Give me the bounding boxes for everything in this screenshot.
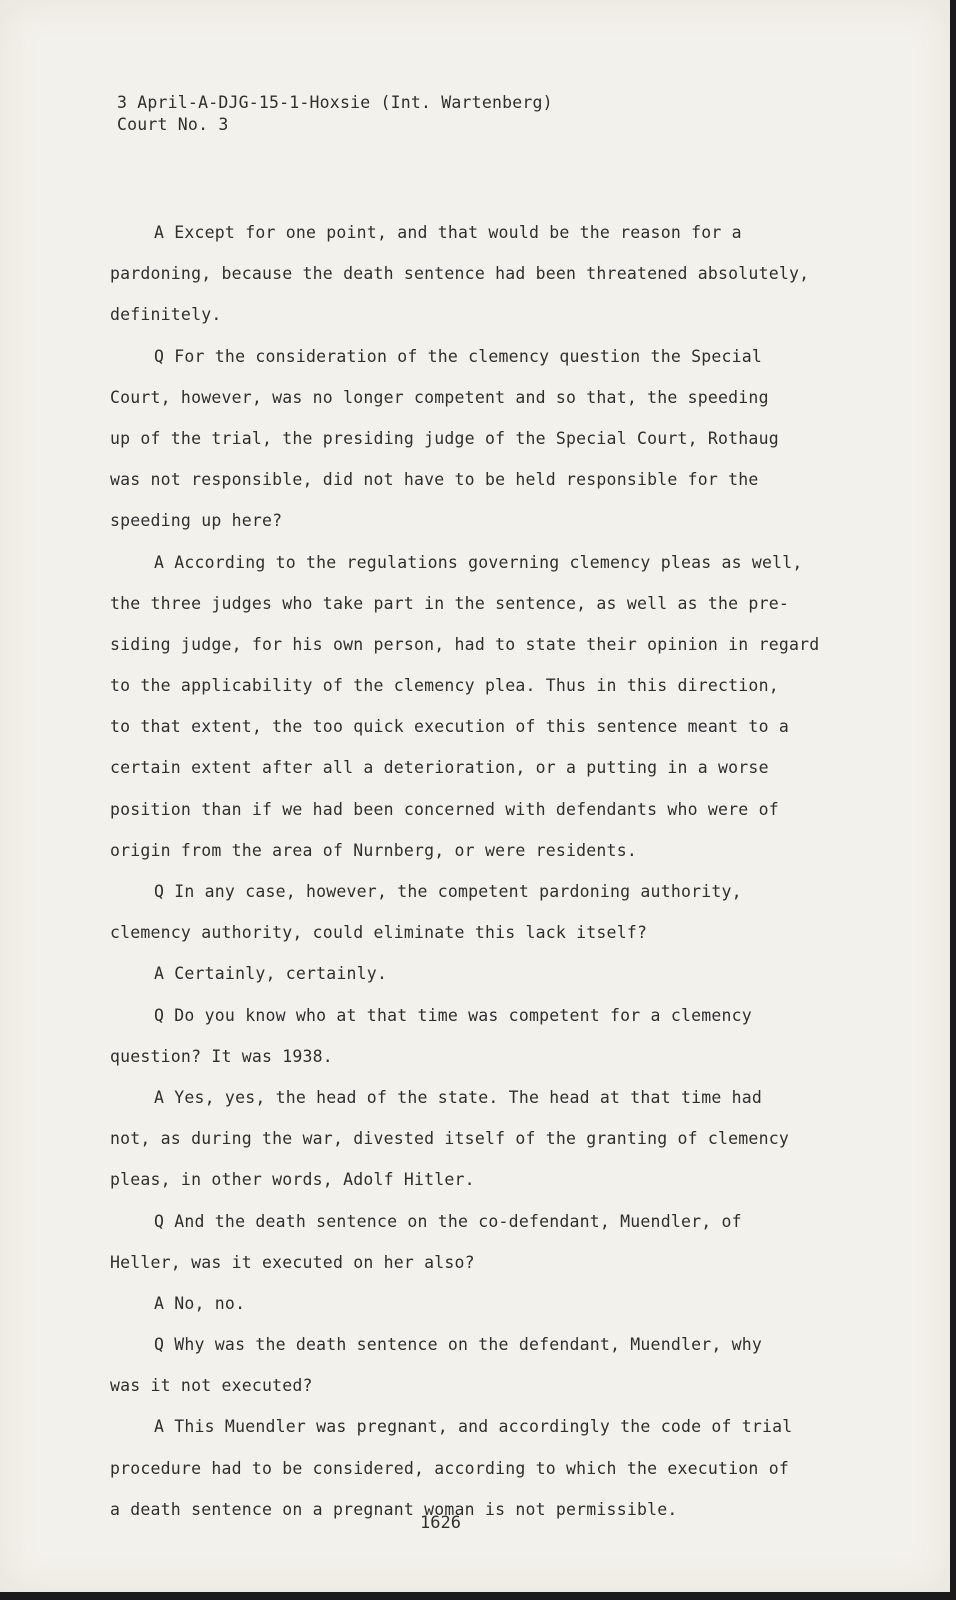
transcript-line: definitely. (110, 305, 222, 325)
transcript-paragraph (110, 953, 830, 994)
transcript-line: pardoning, because the death sentence had been threatened absolutely, (110, 264, 810, 284)
transcript-line: a death sentence on a pregnant woman is not permissible. (110, 1499, 678, 1519)
transcript-line: speeding up here? (110, 511, 283, 531)
transcript-paragraph (110, 212, 830, 336)
transcript-paragraph (110, 1324, 830, 1406)
transcript-line: siding judge, for his own person, had to state their opinion in regard (110, 634, 820, 654)
transcript-line: the three judges who take part in the sentence, as well as the pre- (110, 593, 789, 613)
transcript-line: A Except for one point, and that would be the reason for a (154, 223, 742, 242)
transcript-line: Heller, was it executed on her also? (110, 1252, 475, 1272)
transcript-line: Q Why was the death sentence on the defendant, Muendler, why (154, 1335, 763, 1355)
scan-edge-bottom (0, 1592, 956, 1600)
transcript-paragraph (110, 336, 830, 542)
transcript-paragraph (110, 995, 830, 1077)
transcript-paragraph (110, 1406, 830, 1530)
transcript-line: Q In any case, however, the competent pardoning authority, (154, 882, 742, 901)
transcript-line: A No, no. (154, 1293, 246, 1313)
transcript-line: to that extent, the too quick execution of this sentence meant to a (110, 717, 789, 737)
transcript-line: was it not executed? (110, 1376, 313, 1396)
scan-edge-right (950, 0, 956, 1600)
transcript-line: A Certainly, certainly. (154, 964, 388, 984)
transcript-paragraph (110, 1283, 830, 1324)
transcript-line: not, as during the war, divested itself of the granting of clemency (110, 1129, 789, 1149)
transcript-line: clemency authority, could eliminate this lack itself? (110, 923, 648, 943)
transcript-line: Q Do you know who at that time was competent for a clemency (154, 1005, 752, 1025)
transcript-paragraph (110, 871, 830, 953)
transcript-line: A According to the regulations governing clemency pleas as well, (154, 552, 803, 572)
transcript-paragraph (110, 1201, 830, 1283)
transcript-line: origin from the area of Nurnberg, or were residents. (110, 840, 637, 860)
transcript-paragraph (110, 1077, 830, 1201)
transcript-line: procedure had to be considered, according to which the execution of (110, 1458, 789, 1478)
transcript-line: certain extent after all a deterioration, or a putting in a worse (110, 758, 769, 778)
transcript-line: Court, however, was no longer competent and so that, the speeding (110, 387, 769, 407)
transcript-line: to the applicability of the clemency plea. Thus in this direction, (110, 676, 779, 696)
transcript-line: A Yes, yes, the head of the state. The head at that time had (154, 1087, 763, 1107)
transcript-line: position than if we had been concerned with defendants who were of (110, 799, 779, 819)
transcript-line: was not responsible, did not have to be held responsible for the (110, 470, 759, 490)
transcript-line: question? It was 1938. (110, 1046, 333, 1066)
header-reference-line: 3 April-A-DJG-15-1-Hoxsie (Int. Wartenberg) (117, 93, 553, 112)
page-number: 1626 (420, 1513, 461, 1533)
transcript-line: A This Muendler was pregnant, and accordingly the code of trial (154, 1417, 793, 1437)
document-header (117, 92, 553, 136)
transcript-body (110, 212, 830, 1530)
transcript-line: up of the trial, the presiding judge of the Special Court, Rothaug (110, 428, 779, 448)
transcript-line: pleas, in other words, Adolf Hitler. (110, 1170, 475, 1190)
transcript-line: Q And the death sentence on the co-defendant, Muendler, of (154, 1211, 742, 1231)
transcript-line: Q For the consideration of the clemency question the Special (154, 346, 763, 366)
transcript-paragraph (110, 542, 830, 872)
header-court-line: Court No. 3 (117, 115, 229, 134)
